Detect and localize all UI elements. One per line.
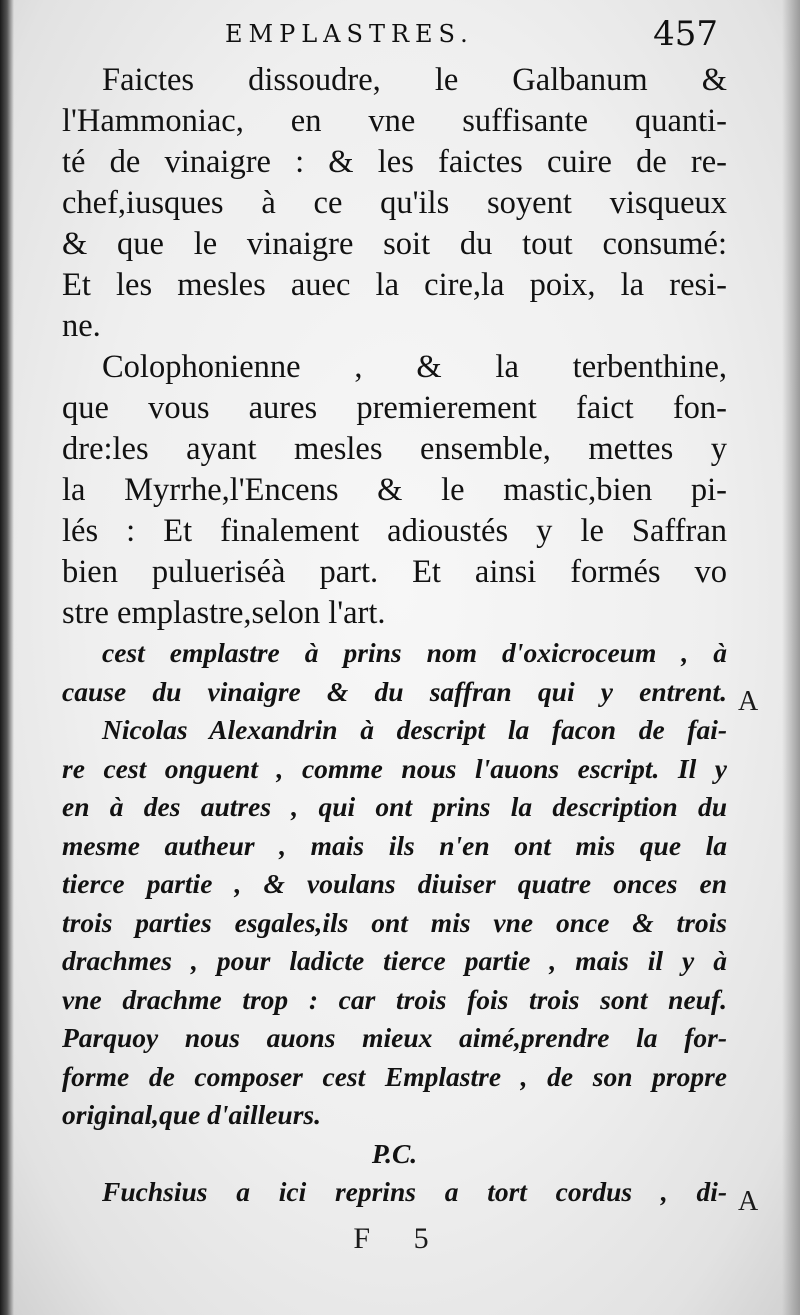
page-number: 457 bbox=[653, 14, 718, 54]
text-line: cest emplastre à prins nom d'oxicroceum , à bbox=[102, 637, 727, 668]
margin-letter-a: A bbox=[738, 1186, 759, 1217]
running-head: EMPLASTRES. bbox=[225, 20, 474, 48]
paragraph-1 bbox=[62, 60, 727, 347]
text-line: dre:les ayant mesles ensemble, mettes y bbox=[62, 431, 727, 467]
text-line: original,que d'ailleurs. bbox=[62, 1099, 322, 1130]
text-line: chef,iusques à ce qu'ils soyent visqueux bbox=[62, 185, 727, 221]
text-line: Colophonienne , & la terbenthine, bbox=[102, 349, 727, 385]
signature-mark: F 5 bbox=[353, 1222, 447, 1255]
italic-note-2 bbox=[62, 711, 727, 1135]
section-signature: P.C. bbox=[371, 1137, 418, 1169]
text-line: bien pulueriséà part. Et ainsi formés vo bbox=[62, 554, 727, 590]
text-line: que vous aures premierement faict fon- bbox=[62, 390, 727, 426]
text-line: en à des autres , qui ont prins la description du bbox=[62, 791, 727, 822]
paragraph-2 bbox=[62, 347, 727, 634]
text-line: Fuchsius a ici reprins a tort cordus , di- bbox=[102, 1176, 727, 1207]
page-header bbox=[60, 14, 730, 58]
text-line: l'Hammoniac, en vne suffisante quanti- bbox=[62, 103, 727, 139]
text-line: & que le vinaigre soit du tout consumé: bbox=[62, 226, 727, 262]
text-line: Nicolas Alexandrin à descript la facon de fai- bbox=[102, 714, 727, 745]
text-line: té de vinaigre : & les faictes cuire de re- bbox=[62, 144, 727, 180]
text-line: trois parties esgales,ils ont mis vne once & trois bbox=[62, 906, 727, 938]
section-block bbox=[62, 1135, 727, 1212]
text-line: mesme autheur , mais ils n'en ont mis que la bbox=[62, 829, 727, 861]
text-line: cause du vinaigre & du saffran qui y entrent. bbox=[62, 675, 727, 707]
text-line: stre emplastre,selon l'art. bbox=[62, 595, 386, 631]
text-line: tierce partie , & voulans diuiser quatre onces en bbox=[62, 868, 727, 899]
text-line: forme de composer cest Emplastre , de son propre bbox=[62, 1060, 727, 1092]
text-line: la Myrrhe,l'Encens & le mastic,bien pi- bbox=[62, 472, 727, 508]
text-line: ne. bbox=[62, 308, 101, 344]
body-text bbox=[62, 60, 727, 1212]
margin-letter-a: A bbox=[738, 686, 759, 717]
text-line: re cest onguent , comme nous l'auons escript. Il y bbox=[62, 752, 727, 784]
text-line: Faictes dissoudre, le Galbanum & bbox=[102, 62, 727, 98]
italic-note-1 bbox=[62, 634, 727, 711]
text-line: lés : Et finalement adioustés y le Saffran bbox=[62, 513, 727, 549]
text-line: Parquoy nous auons mieux aimé,prendre la for- bbox=[62, 1022, 727, 1053]
text-line: Et les mesles auec la cire,la poix, la resi- bbox=[62, 267, 727, 303]
text-line: drachmes , pour ladicte tierce partie , mais il y à bbox=[62, 945, 727, 976]
text-line: vne drachme trop : car trois fois trois sont neuf. bbox=[62, 983, 727, 1015]
